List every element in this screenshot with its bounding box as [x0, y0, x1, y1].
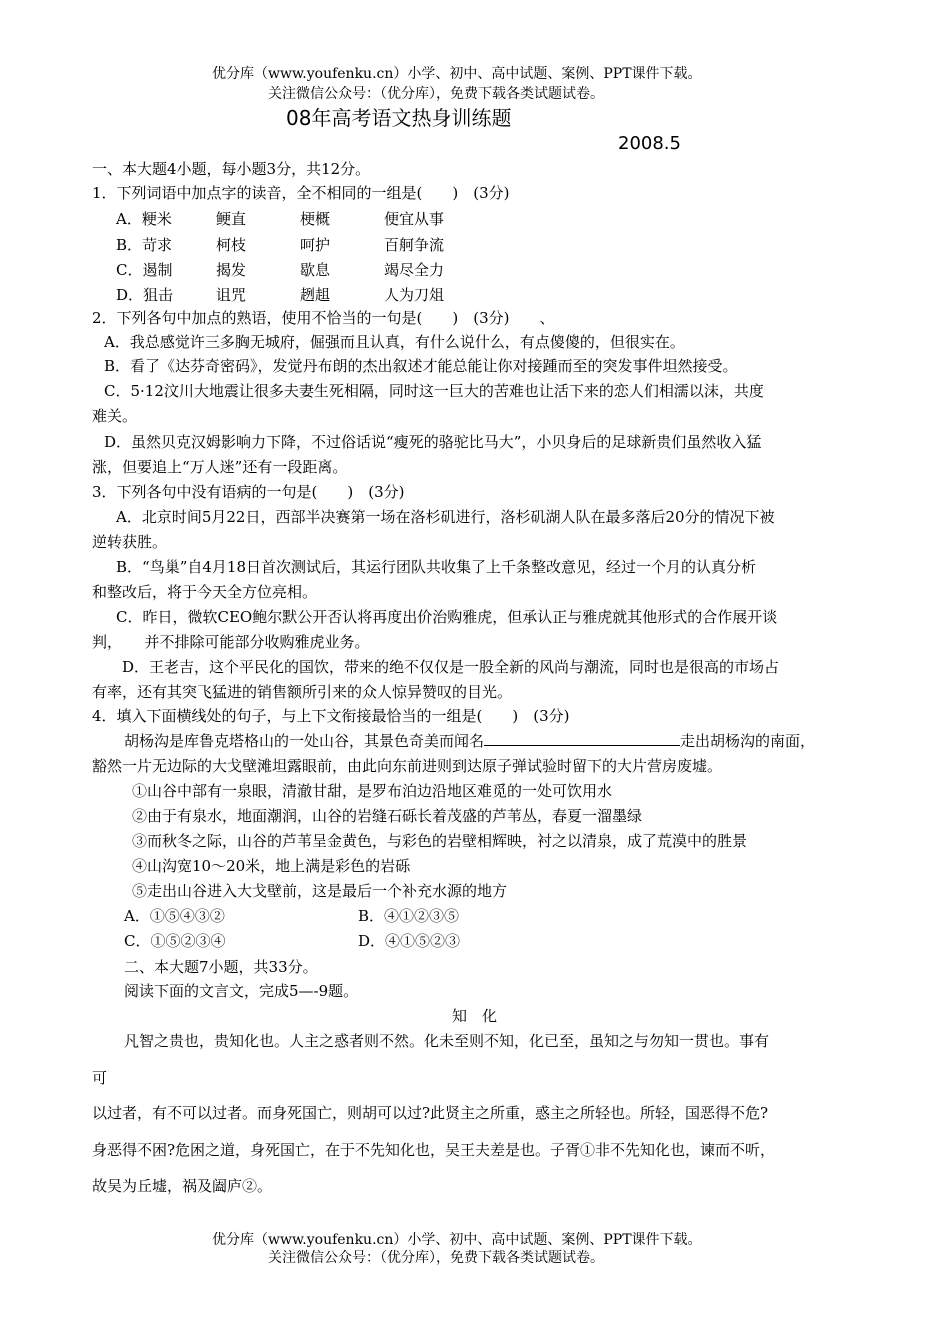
- q3-option-d: D．王老吉，这个平民化的国饮，带来的绝不仅仅是一股全新的风尚与潮流，同时也是很高的市场占: [122, 658, 780, 676]
- q4-item: ②由于有泉水，地面潮润，山谷的岩缝石砾长着茂盛的芦苇丛，春夏一溜墨绿: [132, 807, 643, 825]
- q4-option-c: C．①⑤②③④: [124, 932, 226, 950]
- q4-option-b: B．④①②③⑤: [358, 907, 460, 925]
- footer-line-2: 关注微信公众号：（优分库），免费下载各类试题试卷。: [268, 1250, 604, 1266]
- q3-stem: 3．下列各句中没有语病的一句是( ) (3分): [92, 483, 405, 501]
- q2-stem: 2．下列各句中加点的熟语，使用不恰当的一句是( ) (3分) 、: [92, 309, 555, 327]
- fill-in-blank: [484, 731, 680, 746]
- page-title: 08年高考语文热身训练题: [286, 106, 512, 130]
- q4-item: ④山沟宽10～20米，地上满是彩色的岩砾: [132, 857, 411, 875]
- q4-stem: 4．填入下面横线处的句子，与上下文衔接最恰当的一组是( ) (3分): [92, 707, 570, 725]
- q4-passage-line-1: [124, 731, 815, 751]
- q2-option-a: A．我总感觉许三多胸无城府，倔强而且认真，有什么说什么，有点傻傻的，但很实在。: [104, 333, 685, 351]
- q1-option-cell: B．苛求: [116, 236, 173, 254]
- q1-option-cell: 歇息: [300, 261, 331, 279]
- q4-passage-line-2: 豁然一片无边际的大戈壁滩坦露眼前，由此向东前进则到达原子弹试验时留下的大片营房废墟。: [92, 757, 723, 775]
- q1-option-cell: A．粳米: [116, 210, 172, 228]
- q4-item: ③而秋冬之际，山谷的芦苇呈金黄色，与彩色的岩壁相辉映，衬之以清泉，成了荒漠中的胜景: [132, 832, 748, 850]
- q2-option-c-cont: 难关。: [92, 407, 138, 425]
- passage-line: 可: [92, 1069, 108, 1087]
- q1-option-cell: 梗概: [300, 210, 331, 228]
- header-line-1: 优分库（www.youfenku.cn）小学、初中、高中试题、案例、PPT课件下载。: [212, 66, 702, 82]
- q2-option-c: C．5·12汶川大地震让很多夫妻生死相隔，同时这一巨大的苦难也让活下来的恋人们相濡以沫，共度: [104, 382, 764, 400]
- passage-line: 凡智之贵也，贵知化也。人主之惑者则不然。化未至则不知，化已至，虽知之与勿知一贯也。事有: [124, 1032, 770, 1050]
- reading-intro: 阅读下面的文言文，完成5—-9题。: [124, 982, 359, 1000]
- q3-option-a-cont: 逆转获胜。: [92, 533, 168, 551]
- q3-option-c-cont: 判， 并不排除可能部分收购雅虎业务。: [92, 633, 370, 651]
- q2-option-d-cont: 涨，但要追上“万人迷”还有一段距离。: [92, 458, 348, 476]
- passage-line: 故吴为丘墟，祸及阖庐②。: [92, 1177, 273, 1195]
- section-1-heading: 一、本大题4小题，每小题3分，共12分。: [92, 160, 371, 178]
- q1-option-cell: 鲠直: [216, 210, 247, 228]
- passage-title: 知 化: [452, 1007, 498, 1025]
- q1-option-cell: C．遏制: [116, 261, 173, 279]
- q1-option-cell: 诅咒: [216, 286, 247, 304]
- q4-item: ⑤走出山谷进入大戈壁前，这是最后一个补充水源的地方: [132, 882, 508, 900]
- q1-option-cell: 便宜从事: [384, 210, 445, 228]
- q4-passage-part-1: 胡杨沟是库鲁克塔格山的一处山谷，其景色奇美而闻名: [124, 732, 485, 750]
- q3-option-d-cont: 有率，还有其突飞猛进的销售额所引来的众人惊异赞叹的目光。: [92, 683, 513, 701]
- q3-option-b: B．“鸟巢”自4月18日首次测试后，其运行团队共收集了上千条整改意见，经过一个月的认真分析: [116, 558, 756, 576]
- q3-option-b-cont: 和整改后，将于今天全方位亮相。: [92, 583, 318, 601]
- q2-option-b: B．看了《达芬奇密码》，发觉丹布朗的杰出叙述才能总能让你对接踵而至的突发事件坦然接受。: [104, 357, 738, 375]
- q1-option-cell: 人为刀俎: [384, 286, 445, 304]
- passage-line: 以过者，有不可以过者。而身死国亡，则胡可以过?此贤主之所重，惑主之所轻也。所轻，国恶得不危?: [92, 1104, 769, 1122]
- date: 2008.5: [618, 133, 681, 154]
- section-2-heading: 二、本大题7小题，共33分。: [124, 958, 318, 976]
- header-line-2: 关注微信公众号：（优分库），免费下载各类试题试卷。: [268, 86, 604, 102]
- q4-passage-part-2: 走出胡杨沟的南面，: [680, 732, 816, 750]
- q1-option-cell: 柯枝: [216, 236, 247, 254]
- footer-line-1: 优分库（www.youfenku.cn）小学、初中、高中试题、案例、PPT课件下载。: [212, 1232, 702, 1248]
- q1-option-cell: D．狙击: [116, 286, 174, 304]
- q1-option-cell: 趔趄: [300, 286, 331, 304]
- passage-line: 身恶得不困?危困之道，身死国亡，在于不先知化也，吴王夫差是也。子胥①非不先知化也，谏而不听，: [92, 1141, 776, 1159]
- q2-option-d: D．虽然贝克汉姆影响力下降，不过俗话说“瘦死的骆驼比马大”，小贝身后的足球新贵们虽然收入猛: [104, 433, 762, 451]
- q3-option-c: C．昨日，微软CEO鲍尔默公开否认将再度出价治购雅虎，但承认正与雅虎就其他形式的合作展开谈: [116, 608, 778, 626]
- q1-stem: 1．下列词语中加点字的读音，全不相同的一组是( ) (3分): [92, 184, 510, 202]
- q3-option-a: A．北京时间5月22日，西部半决赛第一场在洛杉矶进行，洛杉矶湖人队在最多落后20分的情况下被: [116, 508, 775, 526]
- q1-option-cell: 揭发: [216, 261, 247, 279]
- q1-option-cell: 呵护: [300, 236, 331, 254]
- q1-option-cell: 竭尽全力: [384, 261, 445, 279]
- q4-option-a: A．①⑤④③②: [124, 907, 225, 925]
- q1-option-cell: 百舸争流: [384, 236, 445, 254]
- q4-option-d: D．④①⑤②③: [358, 932, 461, 950]
- q4-item: ①山谷中部有一泉眼，清澈甘甜，是罗布泊边沿地区难觅的一处可饮用水: [132, 782, 613, 800]
